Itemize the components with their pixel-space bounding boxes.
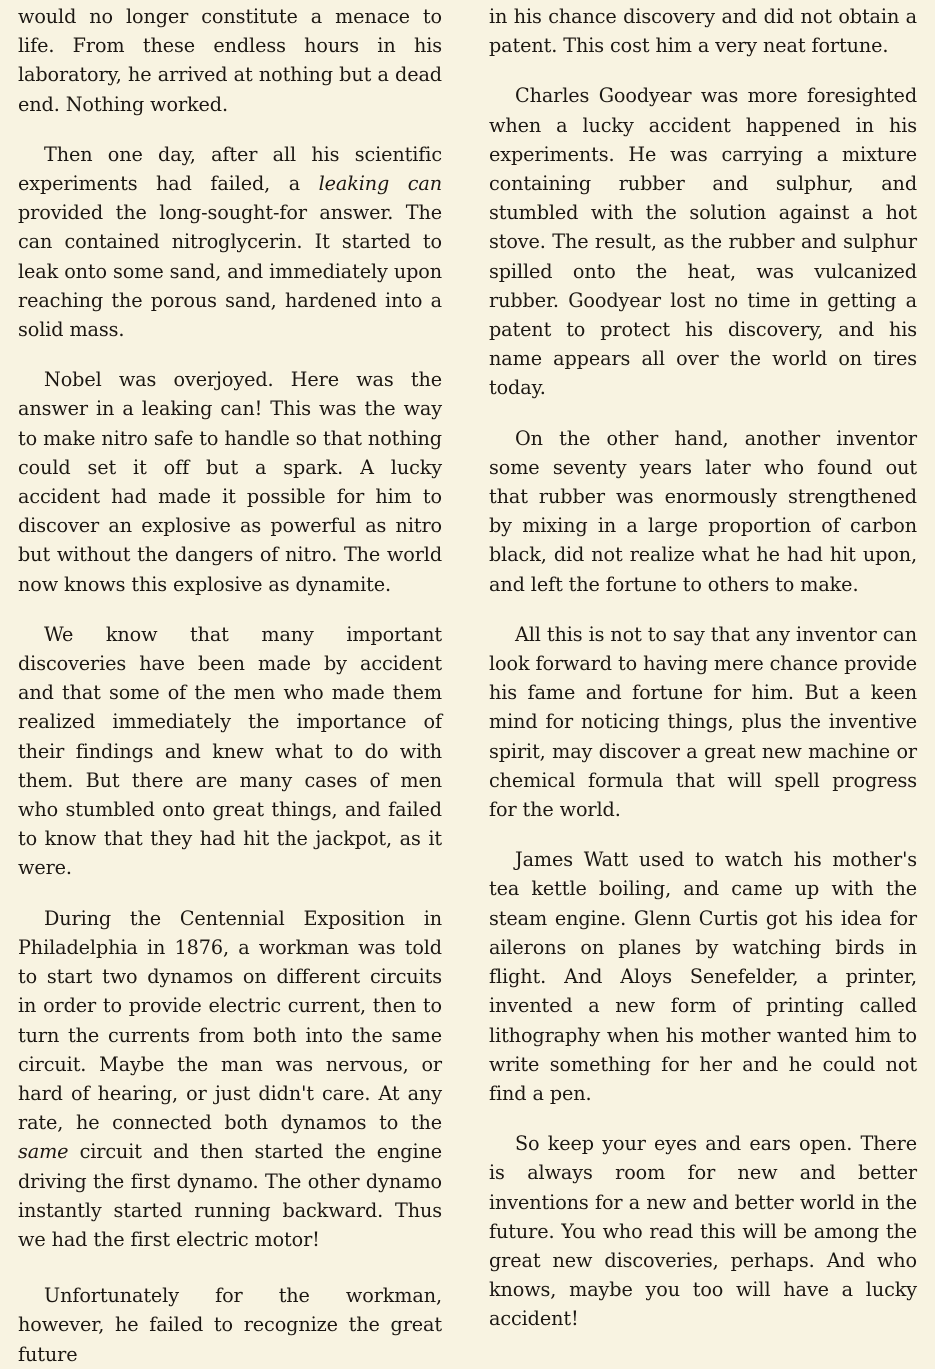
paragraph-text: So keep your eyes and ears open. There is always room for new and better inventions for a new and better world in the future. You who read this will be among the great new discoveries, perhaps. And who knows, maybe you too will have a lucky accident!: [489, 1132, 917, 1331]
paragraph-nobel-dead-end: [18, 2, 442, 119]
paragraph-text: James Watt used to watch his mother's tea kettle boiling, and came up with the steam engine. Glenn Curtis got his idea for ailerons on planes by watching birds in flight. And Aloys Senefelder, a printer, invented a new form of printing called lithography when his mother wanted him to write something for her and he could not find a pen.: [489, 848, 917, 1105]
paragraph-goodyear: [489, 81, 917, 402]
paragraph-text: Nobel was overjoyed. Here was the answer in a leaking can! This was the way to make nitro safe to handle so that nothing could set it off but a spark. A lucky accident had made it possible for him to discover an explosive as powerful as nitro but without the dangers of nitro. The world now knows this explosive as dynamite.: [18, 368, 442, 596]
emphasis-text: same: [18, 1140, 69, 1164]
paragraph-patent-fortune: [489, 2, 917, 60]
paragraph-text: We know that many important discoveries have been made by accident and that some of the men who made them realized immediately the importance of their findings and knew what to do with them. But there are many cases of men who stumbled onto great things, and failed to know that they had hit the jackpot, as it were.: [18, 622, 442, 880]
paragraph-keep-eyes-open: [489, 1129, 917, 1333]
paragraph-text: During the Centennial Exposition in Philadelphia in 1876, a workman was told to start two dynamos on different circuits in order to provide electric current, then to turn the currents from both into the same circuit. Maybe the man was nervous, or hard of hearing, or just didn't care. At any rate, he connected both dynamos to the: [18, 906, 442, 1135]
paragraph-carbon-black: [489, 424, 917, 599]
emphasis-text: leaking can: [318, 172, 442, 196]
paragraph-workman-unfortunately: [18, 1281, 442, 1369]
paragraph-accidental-discoveries: [18, 620, 442, 883]
paragraph-keen-mind: [489, 620, 917, 824]
paragraph-text: in his chance discovery and did not obtain a patent. This cost him a very neat fortune.: [489, 5, 917, 58]
paragraph-electric-motor: [18, 904, 442, 1254]
paragraph-dynamite: [18, 365, 442, 599]
left-column: [18, 0, 442, 1369]
paragraph-text: provided the long-sought-for answer. The can contained nitroglycerin. It started to leak onto some sand, and immediately upon reaching the porous sand, hardened into a solid mass.: [18, 201, 442, 342]
paragraph-text: would no longer constitute a menace to life. From these endless hours in his laboratory, he arrived at nothing but a dead end. Nothing worked.: [18, 5, 442, 116]
paragraph-text: All this is not to say that any inventor can look forward to having mere chance provide his fame and fortune for him. But a keen mind for noticing things, plus the inventive spirit, may discover a great new machine or chemical formula that will spell progress for the world.: [489, 622, 917, 822]
paragraph-text: On the other hand, another inventor some seventy years later who found out that rubber was enormously strengthened by mixing in a large proportion of carbon black, did not realize what he had hit upon, and left the fortune to others to make.: [489, 426, 917, 596]
paragraph-text: Unfortunately for the workman, however, he failed to recognize the great future: [18, 1284, 442, 1366]
paragraph-text: circuit and then started the engine driving the first dynamo. The other dynamo instantly started running backward. Thus we had the first electric motor!: [18, 1140, 442, 1251]
paragraph-text: Charles Goodyear was more foresighted when a lucky accident happened in his experiments. He was carrying a mixture containing rubber and sulphur, and stumbled with the solution against a hot stove. The result, as the rubber and sulphur spilled onto the heat, was vulcanized rubber. Goodyear lost no time in getting a patent to protect his discovery, and his name appears all over the world on tires today.: [489, 84, 917, 400]
paragraph-leaking-can: [18, 140, 442, 344]
paragraph-watt-curtis-senefelder: [489, 845, 917, 1108]
right-column: [489, 0, 917, 1334]
paragraph-text: Then one day, after all his scientific experiments had failed, a: [18, 142, 442, 196]
